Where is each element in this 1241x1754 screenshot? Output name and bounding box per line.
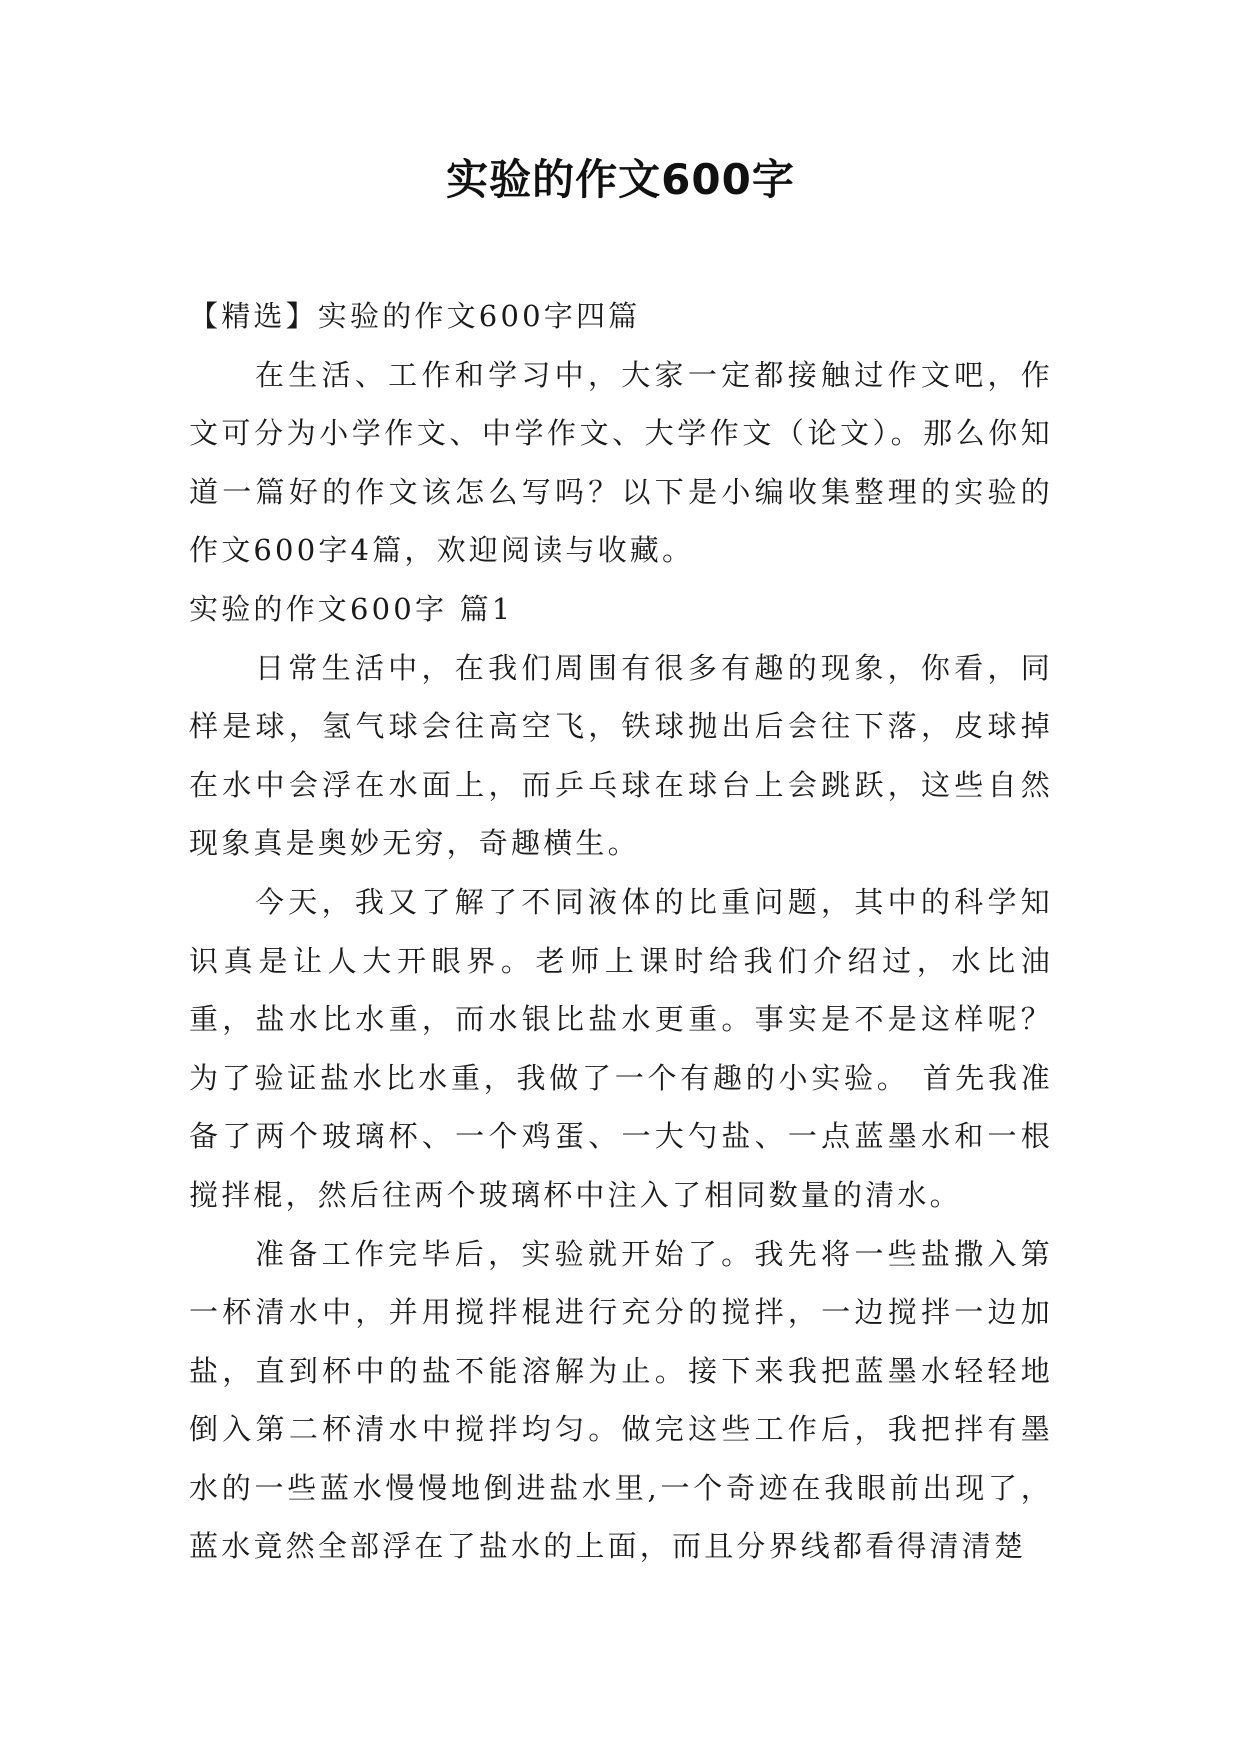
document-subtitle: 【精选】实验的作文600字四篇 (189, 299, 641, 333)
document-title: 实验的作文600字 (446, 155, 795, 204)
body-paragraph: 今天，我又了解了不同液体的比重问题，其中的科学知识真是让人大开眼界。老师上课时给我们介绍过，水比油重，盐水比水重，而水银比盐水更重。事实是不是这样呢？为了验证盐水比水重，我做了一个有趣的小实验。 首先我准备了两个玻璃杯、一个鸡蛋、一大勺盐、一点蓝墨水和一根搅拌棍，然后往两个玻璃杯中注入了相同数量的清水。 (189, 884, 1053, 1212)
intro-paragraph: 在生活、工作和学习中，大家一定都接触过作文吧，作文可分为小学作文、中学作文、大学作文（论文）。那么你知道一篇好的作文该怎么写吗？以下是小编收集整理的实验的作文600字4篇，欢迎阅读与收藏。 (189, 357, 1053, 568)
body-paragraph: 准备工作完毕后，实验就开始了。我先将一些盐撒入第一杯清水中，并用搅拌棍进行充分的搅拌，一边搅拌一边加盐，直到杯中的盐不能溶解为止。接下来我把蓝墨水轻轻地倒入第二杯清水中搅拌均匀。做完这些工作后，我把拌有墨水的一些蓝水慢慢地倒进盐水里,一个奇迹在我眼前出现了，蓝水竟然全部浮在了盐水的上面，而且分界线都看得清清楚 (189, 1236, 1053, 1564)
section-heading: 实验的作文600字 篇1 (189, 591, 514, 626)
document-body (189, 287, 1053, 1576)
body-paragraph: 日常生活中，在我们周围有很多有趣的现象，你看，同样是球，氢气球会往高空飞，铁球抛出后会往下落，皮球掉在水中会浮在水面上，而乒乓球在球台上会跳跃，这些自然现象真是奥妙无穷，奇趣横生。 (189, 650, 1053, 861)
